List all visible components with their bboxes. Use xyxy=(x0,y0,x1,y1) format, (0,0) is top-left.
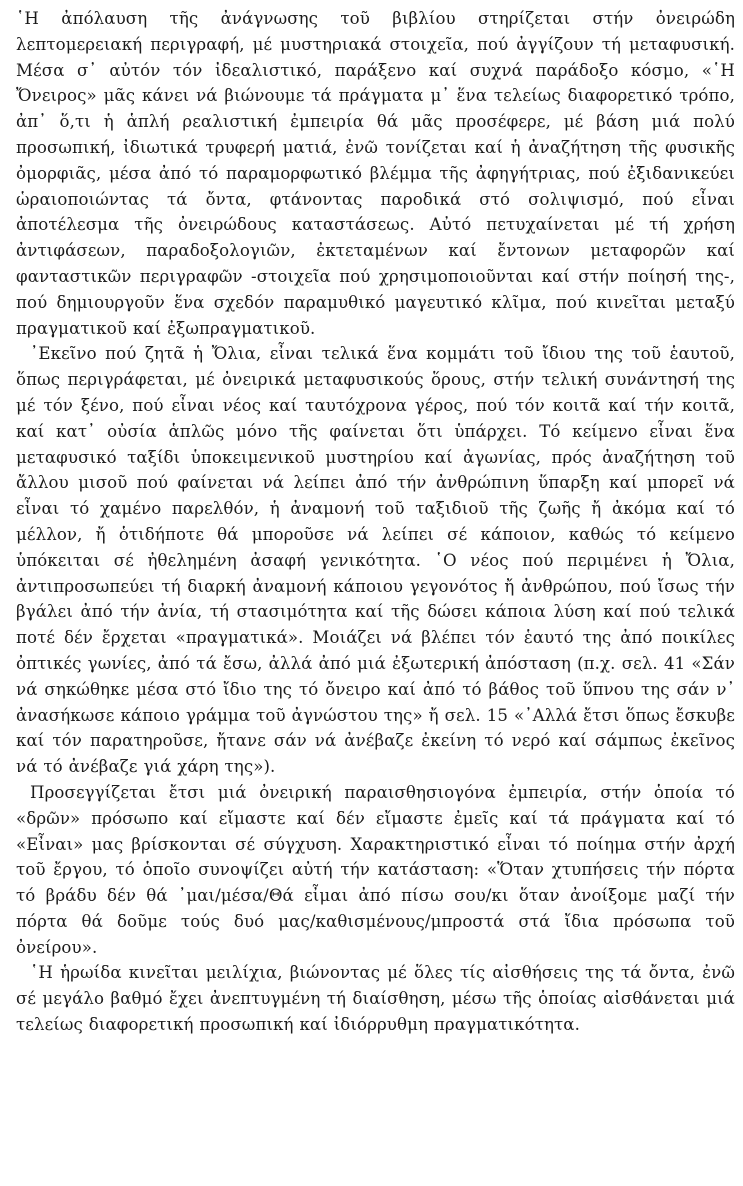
book-page xyxy=(16,0,735,1186)
body-text xyxy=(16,0,735,1038)
paragraph-3: Προσεγγίζεται ἔτσι μιά ὀνειρική παραισθησιογόνα ἐμπειρία, στήν ὁποία τό «δρῶν» πρόσωπο καί εἴμαστε καί δέν εἴμαστε ἐμεῖς καί τά πράγματα καί τό «Εἶναι» μας βρίσκονται σέ σύγχυση. Χαρακτηριστικό εἶναι τό ποίημα στήν ἀρχή τοῦ ἔργου, τό ὁποῖο συνοψίζει αὐτή τήν κατάσταση: «Ὅταν χτυπήσεις τήν πόρτα τό βράδυ δέν θά ᾽μαι/μέσα/Θά εἶμαι ἀπό πίσω σου/κι ὅταν ἀνοίξομε μαζί τήν πόρτα θά δοῦμε τούς δυό μας/καθισμένους/μπροστά στά ἴδια πρόσωπα τοῦ ὀνείρου». xyxy=(16,782,735,957)
paragraph-2: ᾽Εκεῖνο πού ζητᾶ ἡ Ὄλια, εἶναι τελικά ἕνα κομμάτι τοῦ ἴδιου της τοῦ ἑαυτοῦ, ὅπως περιγράφεται, μέ ὀνειρικά μεταφυσικούς ὅρους, στήν τελική συνάντησή της μέ τόν ξένο, πού εἶναι νέος καί ταυτόχρονα γέρος, πού τόν κοιτᾶ καί τήν κοιτᾶ, καί κατ᾽ οὐσία ἁπλῶς μόνο τῆς φαίνεται ὅτι ὑπάρχει. Τό κείμενο εἶναι ἕνα μεταφυσικό ταξίδι ὑποκειμενικοῦ μυστηρίου καί ἀγωνίας, πρός ἀναζήτηση τοῦ ἄλλου μισοῦ πού φαίνεται νά λείπει ἀπό τήν ἀνθρώπινη ὕπαρξη καί μπορεῖ νά εἶναι τό χαμένο παρελθόν, ἡ ἀναμονή τοῦ ταξιδιοῦ τῆς ζωῆς ἤ ἀκόμα καί τό μέλλον, ἤ ὁτιδήποτε θά μποροῦσε νά λείπει σέ κάποιον, καθώς τό κείμενο ὑπόκειται σέ ἠθελημένη ἀσαφή γενικότητα. ῾Ο νέος πού περιμένει ἡ Ὄλια, ἀντιπροσωπεύει τή διαρκή ἀναμονή κάποιου γεγονότος ἤ ἀνθρώπου, πού ἴσως τήν βγάλει ἀπό τήν ἀνία, τή στασιμότητα καί τῆς δώσει κάποια λύση καί πού τελικά ποτέ δέν ἔρχεται «πραγματικά». Μοιάζει νά βλέπει τόν ἑαυτό της ἀπό ποικίλες ὀπτικές γωνίες, ἀπό τά ἔσω, ἀλλά ἀπό μιά ἐξωτερική ἀπόσταση (π.χ. σελ. 41 «Σάν νά σηκώθηκε μέσα στό ἴδιο της τό ὄνειρο καί ἀπό τό βάθος τοῦ ὕπνου της σάν ν᾽ ἀνασήκωσε κάποιο γράμμα τοῦ ἀγνώστου της» ἤ σελ. 15 «᾽Αλλά ἔτσι ὅπως ἔσκυβε καί τόν παρατηροῦσε, ἤτανε σάν νά ἀνέβαζε ἐκείνη τό νερό καί σάμπως ἐκεῖνος νά τό ἀνέβαζε γιά χάρη της»). xyxy=(16,344,735,777)
paragraph-4: ῾Η ἡρωίδα κινεῖται μειλίχια, βιώνοντας μέ ὅλες τίς αἰσθήσεις της τά ὄντα, ἐνῶ σέ μεγάλο βαθμό ἔχει ἀνεπτυγμένη τή διαίσθηση, μέσω τῆς ὁποίας αἰσθάνεται μιά τελείως διαφορετική προσωπική καί ἰδιόρρυθμη πραγματικότητα. xyxy=(16,963,735,1035)
paragraph-1: ῾Η ἀπόλαυση τῆς ἀνάγνωσης τοῦ βιβλίου στηρίζεται στήν ὀνειρώδη λεπτομερειακή περιγραφή, μέ μυστηριακά στοιχεῖα, πού ἀγγίζουν τή μεταφυσική. Μέσα σ᾽ αὐτόν τόν ἰδεαλιστικό, παράξενο καί συχνά παράδοξο κόσμο, «῾Η Ὄνειρος» μᾶς κάνει νά βιώνουμε τά πράγματα μ᾽ ἕνα τελείως διαφορετικό τρόπο, ἀπ᾽ ὅ,τι ἡ ἁπλή ρεαλιστική ἐμπειρία θά μᾶς προσέφερε, μέ βάση μιά πολύ προσωπική, ἰδιωτικά τρυφερή ματιά, ἐνῶ τονίζεται καί ἡ ἀναζήτηση τῆς φυσικῆς ὀμορφιᾶς, μέσα ἀπό τό παραμορφωτικό βλέμμα τῆς ἀφηγήτριας, πού ἐξιδανικεύει ὡραιοποιώντας τά ὄντα, φτάνοντας παροδικά στό σολιψισμό, πού εἶναι ἀποτέλεσμα τῆς ὀνειρώδους καταστάσεως. Αὐτό πετυχαίνεται μέ τή χρήση ἀντιφάσεων, παραδοξολογιῶν, ἐκτεταμένων καί ἔντονων μεταφορῶν καί φανταστικῶν περιγραφῶν -στοιχεῖα πού χρησιμοποιοῦνται καί στήν ποίησή της-, πού δημιουργοῦν ἕνα σχεδόν παραμυθικό μαγευτικό κλῖμα, πού κινεῖται μεταξύ πραγματικοῦ καί ἐξωπραγματικοῦ. xyxy=(16,9,735,338)
